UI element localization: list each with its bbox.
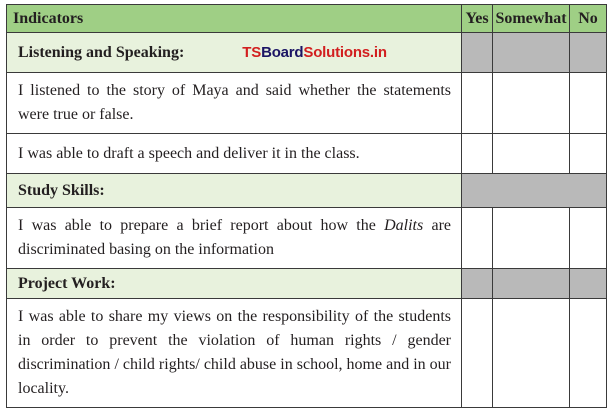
watermark-board: Board <box>261 43 304 61</box>
grey-cell-study <box>462 174 607 208</box>
section-title-listening-text: Listening and Speaking: <box>18 43 185 61</box>
indicator-text <box>7 208 462 269</box>
table-row <box>7 299 607 408</box>
checkbox-cell-somewhat[interactable] <box>493 134 570 174</box>
grey-cell-somewhat <box>493 269 570 299</box>
table-row <box>7 208 607 269</box>
checkbox-cell-no[interactable] <box>570 134 607 174</box>
section-title-project: Project Work: <box>7 269 462 299</box>
checkbox-cell-no[interactable] <box>570 208 607 269</box>
watermark-solutions: Solutions.in <box>303 43 387 61</box>
checkbox-cell-yes[interactable] <box>462 208 493 269</box>
checkbox-cell-no[interactable] <box>570 299 607 408</box>
section-row-project <box>7 269 607 299</box>
section-row-listening <box>7 33 607 73</box>
watermark-ts: TS <box>242 43 262 61</box>
grey-cell-somewhat <box>493 33 570 73</box>
grey-cell-no <box>570 33 607 73</box>
indicator-text-italic: Dalits <box>384 217 424 234</box>
checkbox-cell-yes[interactable] <box>462 73 493 134</box>
header-yes: Yes <box>462 5 493 33</box>
header-row <box>7 5 607 33</box>
grey-cell-no <box>570 269 607 299</box>
checkbox-cell-somewhat[interactable] <box>493 73 570 134</box>
grey-cell-yes <box>462 269 493 299</box>
indicator-text: I listened to the story of Maya and said whether the statements were true or false. <box>7 73 462 134</box>
table-row <box>7 134 607 174</box>
section-title-study: Study Skills: <box>7 174 462 208</box>
checkbox-cell-yes[interactable] <box>462 299 493 408</box>
checkbox-cell-somewhat[interactable] <box>493 299 570 408</box>
watermark-logo <box>242 44 387 61</box>
header-no: No <box>570 5 607 33</box>
table-row <box>7 73 607 134</box>
section-row-study <box>7 174 607 208</box>
checkbox-cell-yes[interactable] <box>462 134 493 174</box>
self-assessment-table <box>6 4 607 408</box>
indicator-text: I was able to draft a speech and deliver it in the class. <box>7 134 462 174</box>
checkbox-cell-somewhat[interactable] <box>493 208 570 269</box>
indicator-text-part: are discriminated basing on the information <box>18 217 452 258</box>
self-assessment-table-wrapper <box>6 4 606 408</box>
section-title-listening <box>7 33 462 73</box>
grey-cell-yes <box>462 33 493 73</box>
indicator-text: I was able to share my views on the responsibility of the students in order to prevent the violation of human rights / gender discrimination / child rights/ child abuse in school, home and in our locality. <box>7 299 462 408</box>
indicator-text-part: I was able to prepare a brief report about how the <box>18 217 385 234</box>
checkbox-cell-no[interactable] <box>570 73 607 134</box>
header-somewhat: Somewhat <box>493 5 570 33</box>
header-indicators: Indicators <box>7 5 462 33</box>
